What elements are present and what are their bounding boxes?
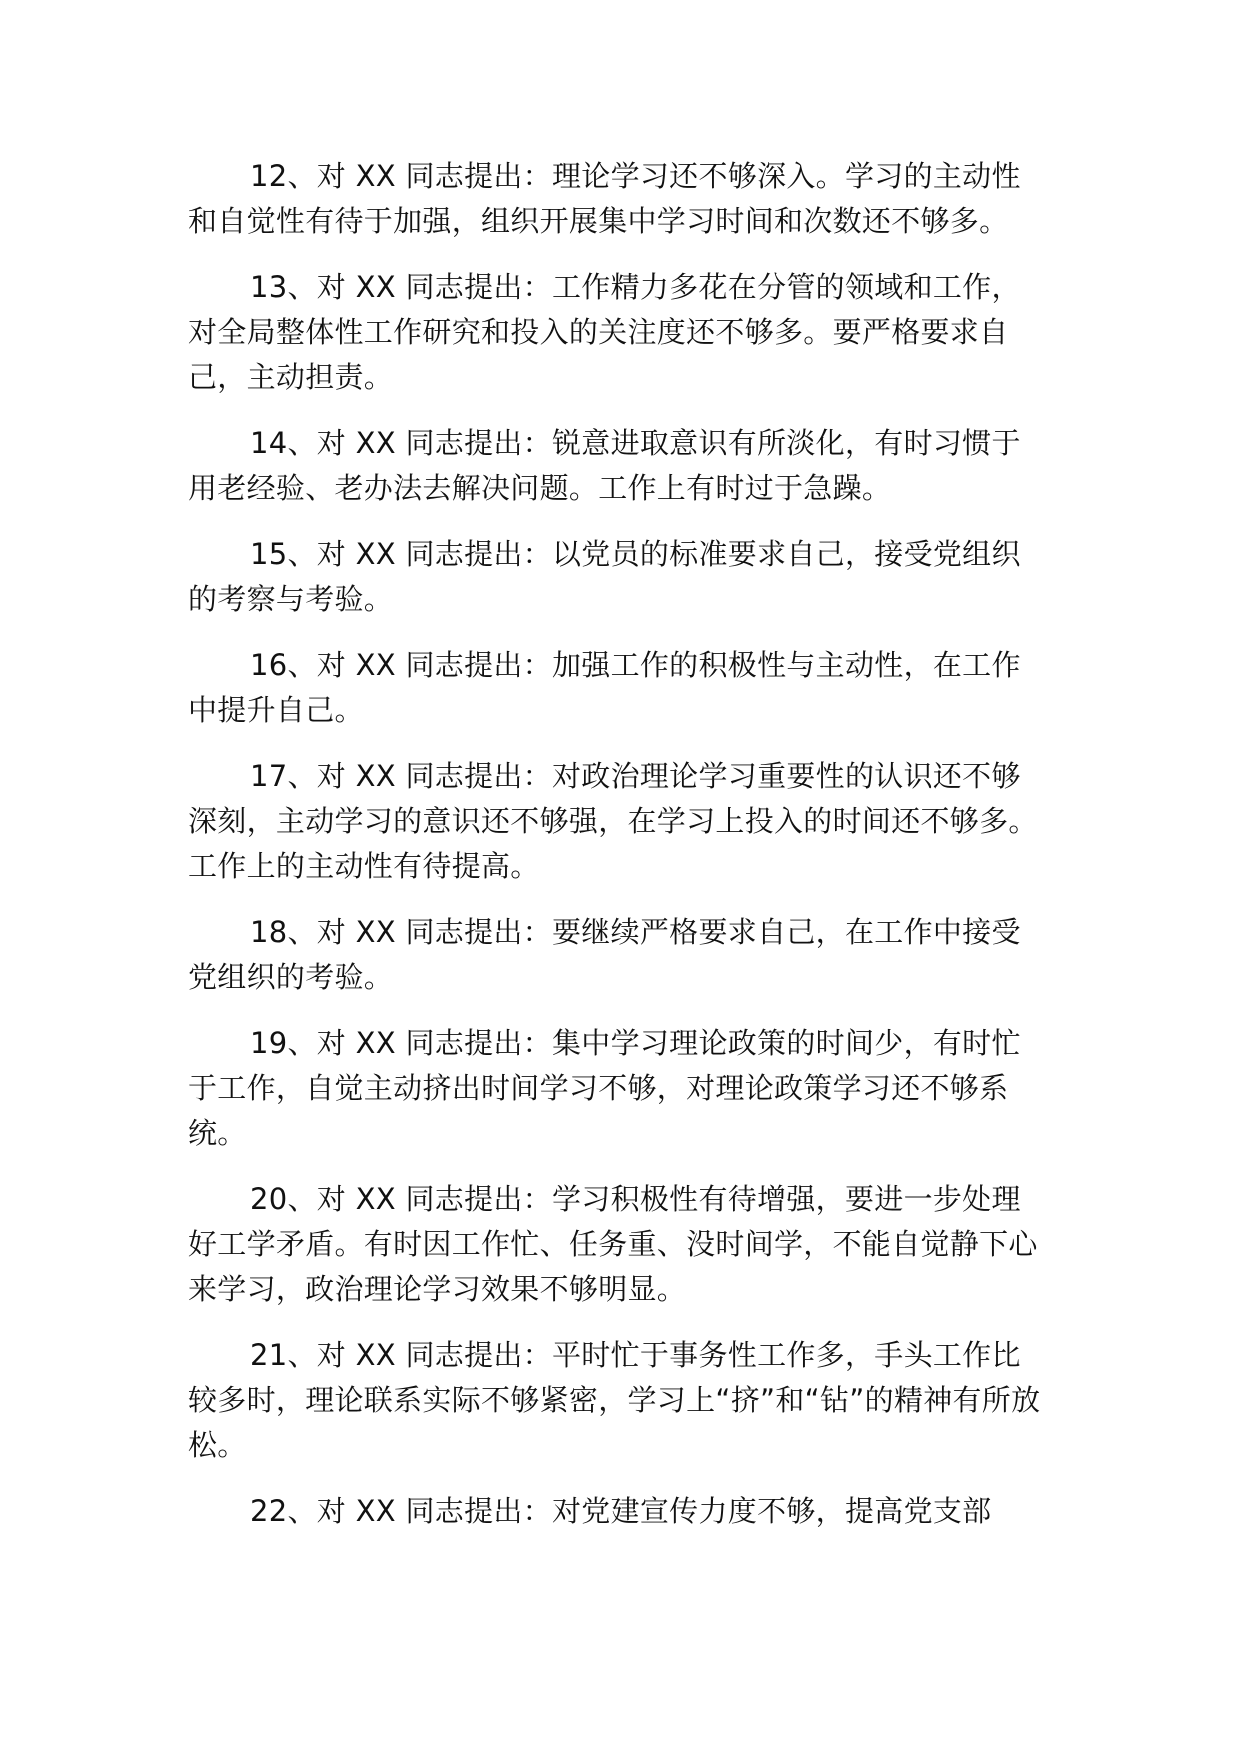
paragraph-13: 13、对 XX 同志提出：工作精力多花在分管的领域和工作，对全局整体性工作研究和投入的关注度还不够多。要严格要求自己，主动担责。 bbox=[188, 270, 1021, 394]
paragraph-18: 18、对 XX 同志提出：要继续严格要求自己，在工作中接受党组织的考验。 bbox=[188, 915, 1021, 994]
paragraph-12: 12、对 XX 同志提出：理论学习还不够深入。学习的主动性和自觉性有待于加强，组织开展集中学习时间和次数还不够多。 bbox=[188, 159, 1021, 238]
paragraph-22: 22、对 XX 同志提出：对党建宣传力度不够，提高党支部 bbox=[250, 1494, 992, 1528]
paragraph-16: 16、对 XX 同志提出：加强工作的积极性与主动性，在工作中提升自己。 bbox=[188, 648, 1021, 727]
paragraph-15: 15、对 XX 同志提出：以党员的标准要求自己，接受党组织的考察与考验。 bbox=[188, 537, 1021, 616]
document-body bbox=[188, 154, 1050, 1555]
paragraph-19: 19、对 XX 同志提出：集中学习理论政策的时间少，有时忙于工作，自觉主动挤出时间学习不够，对理论政策学习还不够系统。 bbox=[188, 1026, 1021, 1150]
paragraph-21: 21、对 XX 同志提出：平时忙于事务性工作多，手头工作比较多时，理论联系实际不够紧密，学习上“挤”和“钻”的精神有所放松。 bbox=[188, 1338, 1041, 1462]
paragraph-17: 17、对 XX 同志提出：对政治理论学习重要性的认识还不够深刻，主动学习的意识还不够强，在学习上投入的时间还不够多。工作上的主动性有待提高。 bbox=[188, 759, 1038, 883]
paragraph-20: 20、对 XX 同志提出：学习积极性有待增强，要进一步处理好工学矛盾。有时因工作忙、任务重、没时间学，不能自觉静下心来学习，政治理论学习效果不够明显。 bbox=[188, 1182, 1038, 1306]
paragraph-14: 14、对 XX 同志提出：锐意进取意识有所淡化，有时习惯于用老经验、老办法去解决问题。工作上有时过于急躁。 bbox=[188, 426, 1021, 505]
